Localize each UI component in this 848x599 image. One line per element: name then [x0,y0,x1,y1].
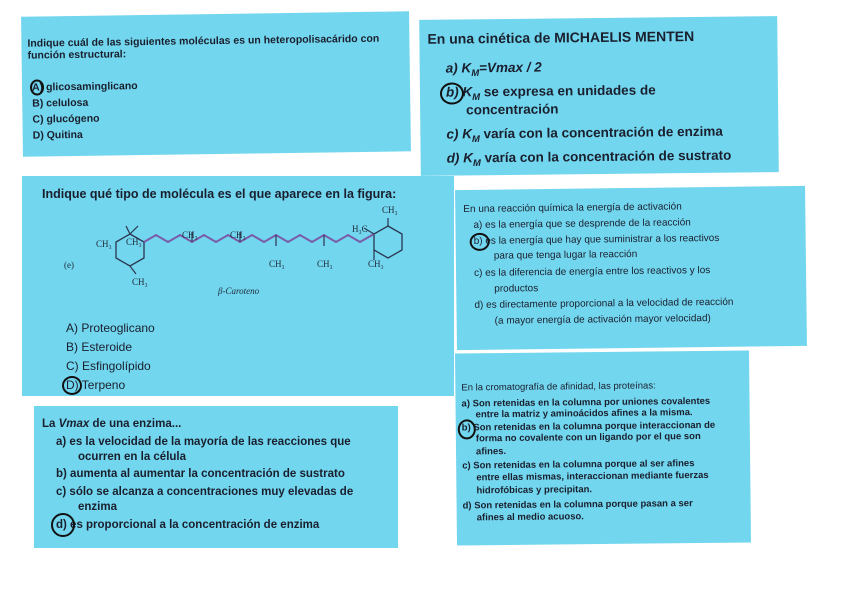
answer-circle [470,233,490,251]
option-d-cont: (a mayor energía de activación mayor velocidad) [494,313,711,327]
option-c-cont: enzima [78,501,117,513]
option-a[interactable]: A) glicosaminglicano [31,80,138,94]
option-c[interactable]: c) es la diferencia de energía entre los reactivos y los [473,265,711,279]
option-b[interactable]: b) Son retenidas en la columna porque interaccionan de [461,419,716,434]
option-a[interactable]: A) Proteoglicano [66,321,155,335]
card-terpeno: Indique qué tipo de molécula es el que aparece en la figura: (e) CH₃ CH₃ CH₃ CH₃ CH₃ H₃C CH₃ CH₃ CH₃ CH₃ β-Caroteno A) Proteoglicano B) Esteroide C) Esfingolípido D) Terpeno [22,176,454,396]
figure-caption: β-Caroteno [218,286,260,296]
option-d[interactable]: d) es directamente proporcional a la velocidad de reacción [474,296,734,311]
card-energia-activacion [455,186,807,350]
question-text: Indique qué tipo de molécula es el que aparece en la figura: [42,187,397,201]
question-text: La Vmax de una enzima... [42,418,182,430]
option-d[interactable]: d) Son retenidas en la columna porque pasan a ser [462,498,693,512]
answer-circle [458,419,476,439]
answer-circle [440,82,464,104]
option-a[interactable]: a) es la energía que se desprende de la reacción [473,217,691,231]
option-c[interactable]: c) $K_M$ varía con la concentración de enzima [446,123,723,146]
option-a[interactable]: a) Son retenidas en la columna por uniones covalentes [461,395,711,410]
option-b-cont: para que tenga lugar la reacción [493,248,638,262]
option-c-cont2: hidrofóbicas y precipitan. [476,484,593,497]
option-b-cont2: afines. [475,446,507,458]
option-b[interactable]: b) aumenta al aumentar la concentración de sustrato [56,468,345,480]
option-d[interactable]: d) es proporcional a la concentración de enzima [56,519,320,531]
option-c[interactable]: c) Son retenidas en la columna porque al ser afines [462,458,695,472]
option-d[interactable]: D) Quitina [32,128,83,142]
figure-label: (e) [64,260,74,270]
option-b[interactable]: B) celulosa [32,96,89,110]
option-b-cont: forma no covalente con un ligando por el que son [475,430,701,445]
option-b-cont: concentración [466,101,559,118]
question-text: Indique cuál de las siguientes moléculas es un heteropolisacárido con función estructural: [27,32,380,62]
option-b[interactable]: b) es la energía que hay que suministrar a los reactivos [473,232,720,247]
option-c[interactable]: C) glucógeno [32,112,100,126]
option-b[interactable]: B) Esteroide [66,340,133,354]
card-cromatografia [455,350,751,545]
option-d[interactable]: d) $K_M$ varía con la concentración de sustrato [446,147,732,170]
option-d[interactable]: D) Terpeno [66,378,126,392]
option-c[interactable]: C) Esfingolípido [66,359,151,373]
option-c-cont: productos [494,283,539,295]
option-d-cont: afines al medio acuoso. [476,511,584,524]
option-c[interactable]: c) sólo se alcanza a concentraciones muy elevadas de [56,486,354,498]
card-title: En una cinética de MICHAELIS MENTEN [427,28,695,47]
option-a[interactable]: a) $K_M=Vmax / 2$ [445,59,542,80]
option-a-cont: entre la matriz y aminoácidos afines a la misma. [475,407,693,421]
option-a[interactable]: a) es la velocidad de la mayoría de las reacciones que [56,436,351,448]
answer-circle [51,513,75,537]
option-a-cont: ocurren en la célula [78,451,187,463]
beta-carotene-figure [90,206,440,284]
answer-circle [62,376,82,395]
option-c-cont: entre ellas mismas, interaccionan mediante fuerzas [476,469,709,484]
answer-circle [30,79,44,95]
card-heteropolisacarido [21,11,411,156]
card-vmax [34,406,398,548]
question-text: En una reacción química la energía de activación [463,201,682,216]
card-michaelis-menten [419,16,779,176]
question-text: En la cromatografía de afinidad, las proteínas: [461,380,656,394]
option-b[interactable]: b) $K_M$ se expresa en unidades de [445,82,656,104]
